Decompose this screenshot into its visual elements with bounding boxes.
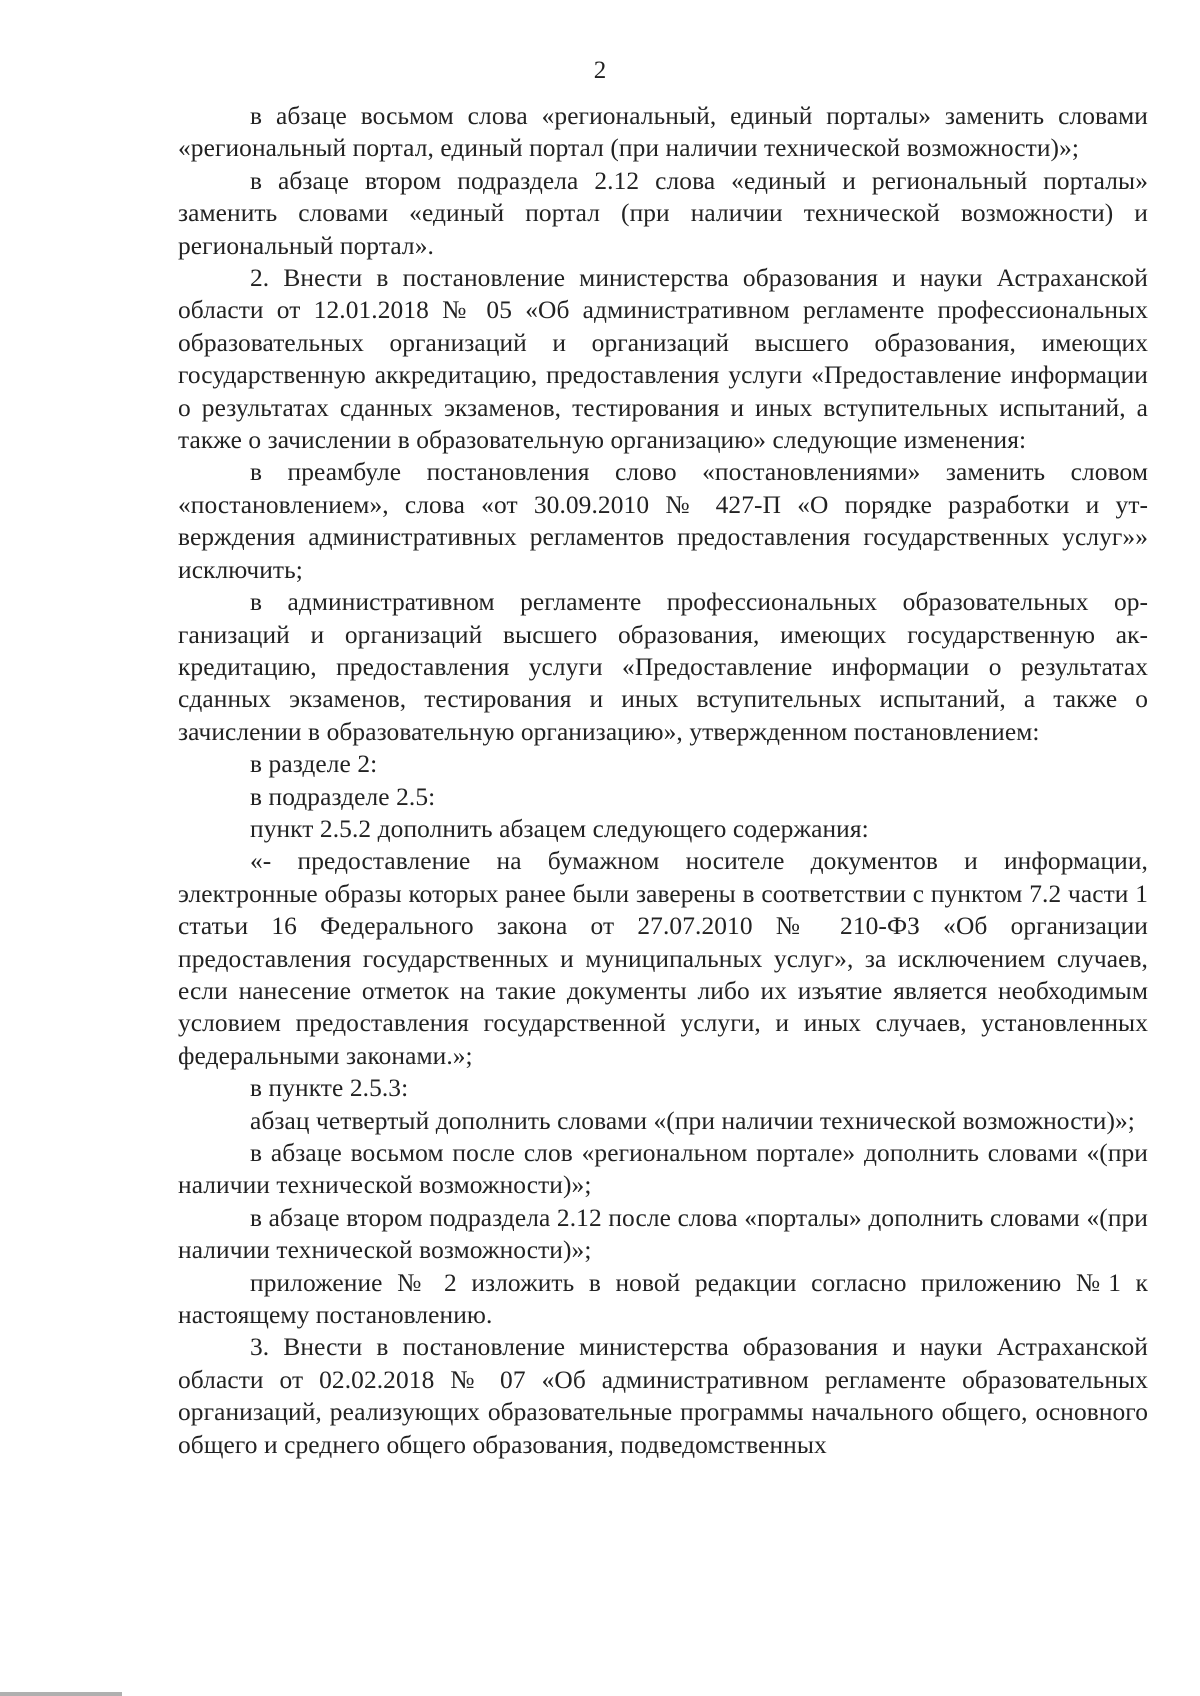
paragraph: абзац четвертый дополнить словами «(при наличии технической возможности)»; [250,1106,1135,1135]
paragraph: в разделе 2: [250,750,378,779]
paragraph: в абзаце восьмом слова «региональный, единый порталы» заменить словами «региональный портал, единый портал (при наличии технической возможности)»; [178,102,1148,163]
scan-edge-mark [0,1692,122,1696]
paragraph: 2. Внести в постановление министерства образования и науки Астраханской области от 12.01.2018 № 05 «Об административном регламенте профессиональных образовательных организаций и организаций высшего образования, имеющих государственную аккредитацию, предоставления услуги «Предоставление информации о результатах сданных экзаменов, тестирования и иных вступительных испытаний, а также о зачислении в образовательную организацию» следующие изменения: [178,264,1148,455]
paragraph: в подразделе 2.5: [250,782,436,811]
paragraph: в преамбуле постановления слово «постановлениями» заменить словом «постановлением», слова «от 30.09.2010 № 427-П «О порядке разработки и утверждения административных регламентов предоставления государственных услуг»» исключить; [178,458,1148,584]
page-number: 2 [593,57,607,84]
paragraph: 3. Внести в постановление министерства образования и науки Астраханской области от 02.02.2018 № 07 «Об административном регламенте образовательных организаций, реализующих образовательные программы начального общего, основного общего и среднего общего образования, подведомственных [178,1333,1148,1459]
paragraph: приложение № 2 изложить в новой редакции согласно приложению №1 к настоящему постановлению. [178,1268,1148,1330]
paragraph: в абзаце втором подраздела 2.12 слова «единый и региональный порталы» заменить словами «единый портал (при наличии технической возможности) и региональный портал». [178,166,1148,260]
paragraph: пункт 2.5.2 дополнить абзацем следующего содержания: [250,814,869,843]
paragraph: в абзаце втором подраздела 2.12 после слова «порталы» дополнить словами «(при наличии технической возможности)»; [178,1203,1148,1265]
paragraph: в пункте 2.5.3: [250,1074,409,1103]
document-body [178,100,1148,1461]
paragraph: в абзаце восьмом после слов «региональном портале» дополнить словами «(при наличии технической возможности)»; [178,1139,1148,1200]
paragraph: в административном регламенте профессиональных образовательных организаций и организаций высшего образования, имеющих государственную аккредитацию, предоставления услуги «Предоставление информации о результатах сданных экзаменов, тестирования и иных вступительных испытаний, а также о зачислении в образовательную организацию», утвержденном постановлением: [178,588,1148,746]
paragraph: «- предоставление на бумажном носителе документов и информации, электронные образы которых ранее были заверены в соответствии с пунктом 7.2 части 1 статьи 16 Федерального закона от 27.07.2010 № 210-ФЗ «Об организации предоставления государственных и муниципальных услуг», за исключением случаев, если нанесение отметок на такие документы либо их изъятие является необходимым условием предоставления государственной услуги, и иных случаев, установленных федеральными законами.»; [178,847,1148,1070]
